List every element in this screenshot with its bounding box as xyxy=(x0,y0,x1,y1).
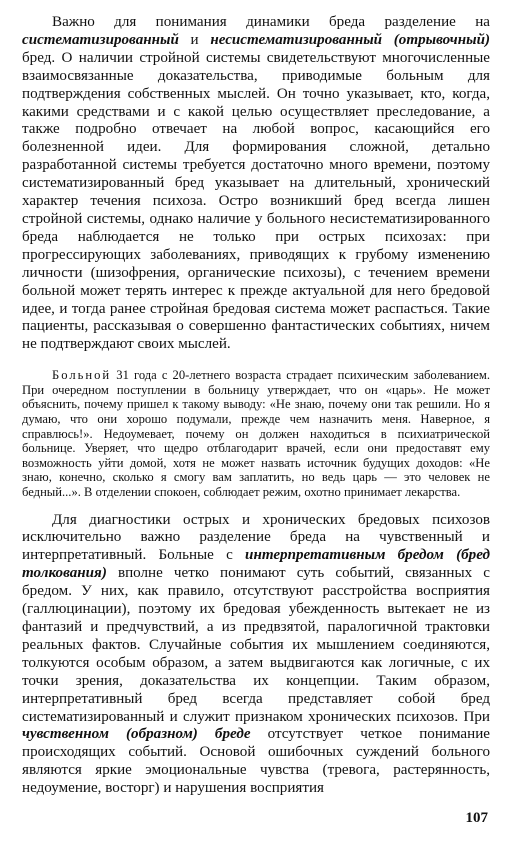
term-interpretative: интерпретативным бредом (бред толкования) xyxy=(22,547,490,582)
case-text: 31 года с 20-летнего возраста страдает психическим заболеванием. При очередном поступлении в больницу утверждает, что он «царь». Не может объяснить, почему пришел к такому выводу: «Не знаю, почему они так решили. Но я думаю, что они хорошо подумали, прежде чем назначить меня. Наверное, я справлюсь!». Недоумевает, почему он должен находиться в психиатрической больнице. Уверяет, что щедро отблагодарит врачей, если они предоставят ему возможность уйти домой, хотя не может назвать источник будущих доходов: «Не знаю, конечно, сколько я смогу вам заплатить, но ведь царь — это человек не бедный...». В отделении спокоен, соблюдает режим, охотно принимает лекарства. xyxy=(22,368,490,499)
text-segment: бред. О наличии стройной системы свидетельствуют многочисленные взаимосвязанные доказательства, приводимые больным для подтверждения собственных мыслей. Он точно указывает, кто, когда, какими средствами и с какой целью осуществляет преследование, а также подробно отвечает на любой вопрос, касающийся его болезненной идеи. Для формирования сложной, детально разработанной системы требуется достаточно много времени, поэтому систематизированный бред указывает на длительный, хронический характер течения психоза. Остро возникший бред всегда лишен стройной системы, однако наличие у больного несистематизированного бреда наблюдается не только при острых психозах: при прогрессирующих заболеваниях, приводящих к грубому изменению личности (шизофрения, органические психозы), с течением времени больной может терять интерес к прежде актуальной для него бредовой идее, и тогда ранее стройная бредовая система может распасться. Такие пациенты, рассказывая о совершенно фантастических событиях, ничем не подтверждают своих мыслей. xyxy=(22,49,490,353)
text-segment: и xyxy=(178,31,211,48)
paragraph-interpretative-delusion xyxy=(22,512,490,799)
text-segment: Для диагностики острых и хронических бредовых психозов исключительно важно разделение бреда на чувственный и интерпретативный. Больные с xyxy=(22,511,490,564)
paragraph-systematized-delusion xyxy=(22,14,490,354)
case-label: Больной xyxy=(52,368,112,383)
term-unsystematized: несистематизированный (отрывочный) xyxy=(210,31,490,48)
term-systematized: систематизированный xyxy=(22,31,179,48)
page-number: 107 xyxy=(465,810,488,826)
clinical-case-example xyxy=(22,368,490,499)
text-segment: отсутствует четкое понимание происходящих событий. Основой ошибочных суждений больного являются яркие эмоциональные чувства (тревога, растерянность, недоумение, восторг) и нарушения восприятия xyxy=(22,726,490,797)
text-segment: вполне четко понимают суть событий, связанных с бредом. У них, как правило, отсутствуют расстройства восприятия (галлюцинации), поэтому их бредовая убежденность вытекает не из фантазий и предчувствий, а из предвзятой, паралогичной трактовки реальных фактов. Случайные события их мышлением соединяются, толкуются особым образом, а затем выдвигаются как логичные, с их точки зрения, доказательства их концепции. Таким образом, интерпретативный бред всегда представляет собой бред систематизированный и служит признаком хронических психозов. При xyxy=(22,565,490,725)
text-segment: Важно для понимания динамики бреда разделение на xyxy=(52,14,490,30)
term-sensory: чувственном (образном) бреде xyxy=(22,726,251,743)
